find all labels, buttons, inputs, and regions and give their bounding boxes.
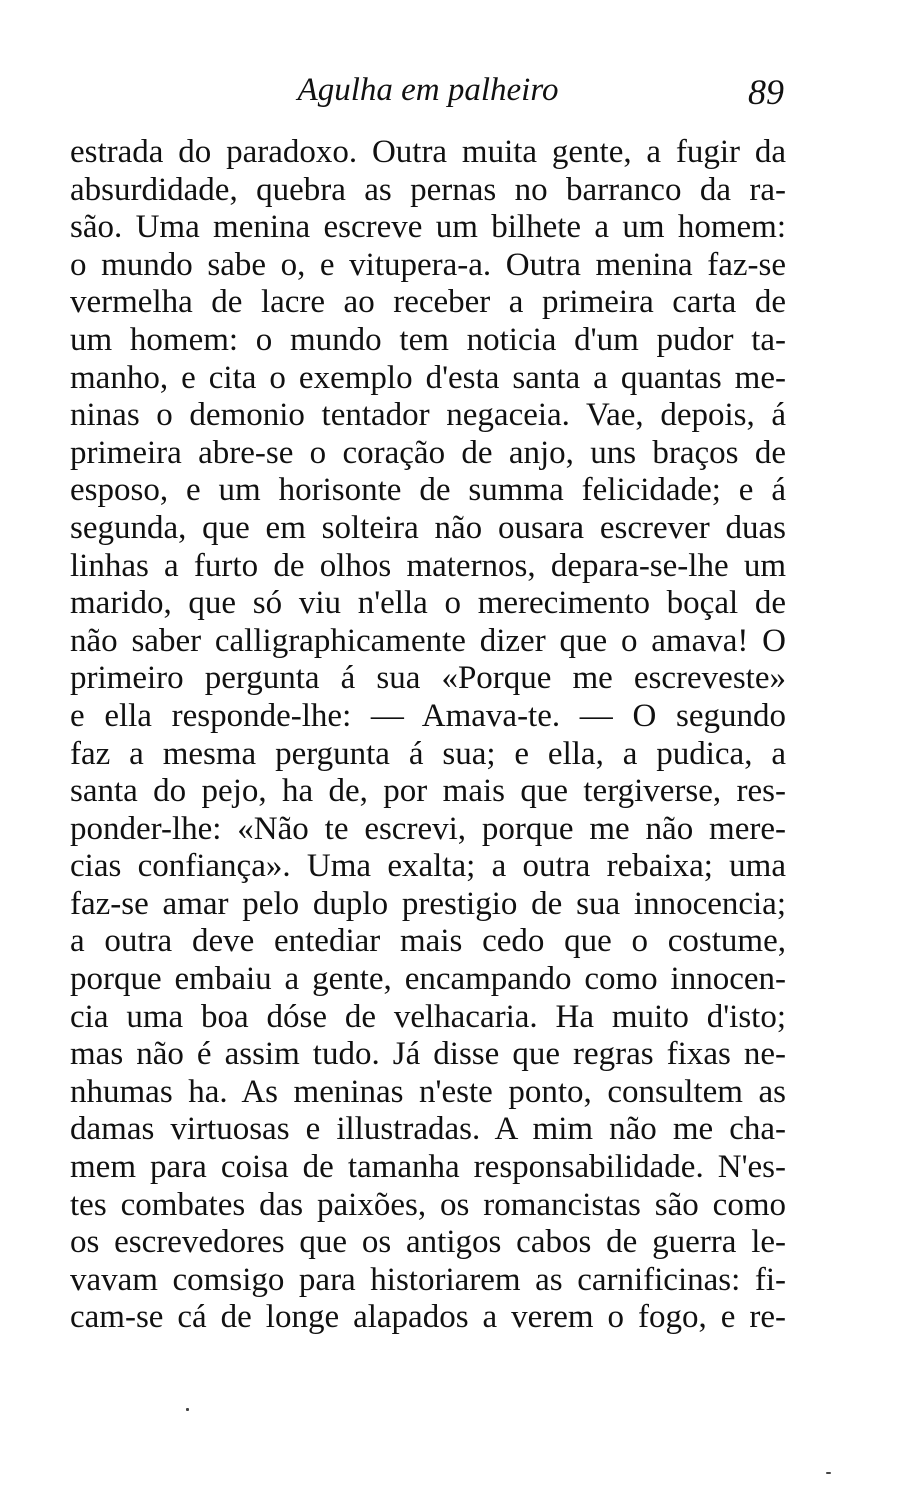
page-number: 89 — [748, 72, 784, 112]
text-line: e ella responde-lhe: — Amava-te. — O segundo — [70, 697, 786, 734]
text-line: nhumas ha. As meninas n'este ponto, consultem as — [70, 1073, 786, 1110]
scan-speck — [186, 1408, 189, 1411]
text-line: santa do pejo, ha de, por mais que tergiverse, res- — [70, 773, 786, 810]
text-line: vermelha de lacre ao receber a primeira carta de — [70, 284, 786, 321]
text-line: primeiro pergunta á sua «Porque me escreveste» — [70, 660, 786, 697]
text-line: linhas a furto de olhos maternos, depara-se-lhe um — [70, 547, 786, 584]
text-line: mem para coisa de tamanha responsabilidade. N'es- — [70, 1149, 786, 1186]
body-paragraph — [70, 134, 786, 1337]
running-header — [70, 68, 786, 112]
text-line: estrada do paradoxo. Outra muita gente, a fugir da — [70, 134, 786, 170]
text-line: não saber calligraphicamente dizer que o amava! O — [70, 622, 786, 659]
text-line: um homem: o mundo tem noticia d'um pudor ta- — [70, 321, 786, 358]
text-line: mas não é assim tudo. Já disse que regras fixas ne- — [70, 1036, 786, 1073]
text-line: segunda, que em solteira não ousara escrever duas — [70, 509, 786, 546]
text-line: o mundo sabe o, e vitupera-a. Outra menina faz-se — [70, 246, 786, 283]
text-line: a outra deve entediar mais cedo que o costume, — [70, 923, 786, 960]
text-line: os escrevedores que os antigos cabos de guerra le- — [70, 1224, 786, 1261]
text-line: primeira abre-se o coração de anjo, uns braços de — [70, 434, 786, 471]
text-line: marido, que só viu n'ella o merecimento boçal de — [70, 585, 786, 622]
text-line: faz a mesma pergunta á sua; e ella, a pudica, a — [70, 735, 786, 772]
text-line: porque embaiu a gente, encampando como innocen- — [70, 961, 786, 998]
text-line: cias confiança». Uma exalta; a outra rebaixa; uma — [70, 848, 786, 885]
text-line: tes combates das paixões, os romancistas são como — [70, 1186, 786, 1223]
text-line: cam-se cá de longe alapados a verem o fogo, e re- — [70, 1299, 786, 1336]
text-line: ninas o demonio tentador negaceia. Vae, depois, á — [70, 397, 786, 434]
text-line: são. Uma menina escreve um bilhete a um homem: — [70, 209, 786, 246]
running-title: Agulha em palheiro — [297, 72, 559, 108]
text-line: esposo, e um horisonte de summa felicidade; e á — [70, 472, 786, 509]
text-line: damas virtuosas e illustradas. A mim não me cha- — [70, 1111, 786, 1148]
text-line: manho, e cita o exemplo d'esta santa a quantas me- — [70, 359, 786, 396]
text-line: ponder-lhe: «Não te escrevi, porque me não mere- — [70, 810, 786, 847]
text-line: faz-se amar pelo duplo prestigio de sua innocencia; — [70, 885, 786, 922]
scan-speck — [826, 1472, 831, 1474]
text-line: absurdidade, quebra as pernas no barranco da ra- — [70, 171, 786, 208]
text-line: cia uma boa dóse de velhacaria. Ha muito d'isto; — [70, 998, 786, 1035]
text-line: vavam comsigo para historiarem as carnificinas: fi- — [70, 1261, 786, 1298]
